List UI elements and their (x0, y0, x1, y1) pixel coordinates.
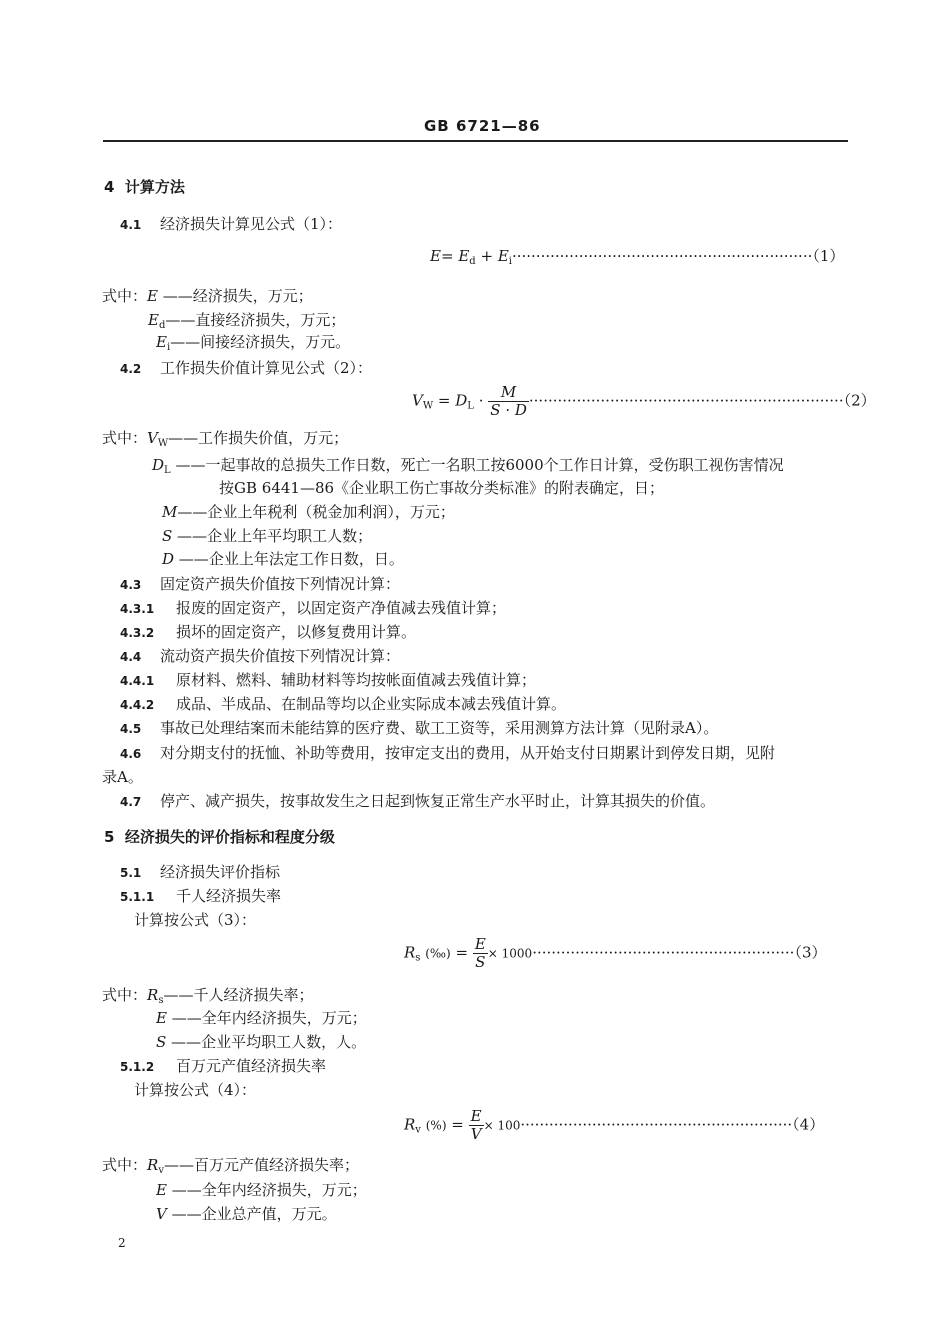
where-2-row-3: M——企业上年税利（税金加利润），万元； (162, 503, 455, 521)
section-5-heading: 5 经济损失的评价指标和程度分级 (104, 828, 335, 846)
calc-formula-3-label: 计算按公式（3）： (134, 911, 257, 929)
clause-4-1: 4.1 经济损失计算见公式（1）： (120, 215, 343, 233)
clause-4-5: 4.5 事故已处理结案而未能结算的医疗费、歇工工资等，采用测算方法计算（见附录A）。 (120, 719, 719, 737)
formula-1: $E= E_d + E_i\cdot\cdot\cdot\cdot\cdot\cdot\cdot\cdot\cdot\cdot\cdot\cdot\cdot\cdot\cdot\cdot\cdot\cdot\cdot\cdot\cdot\cdot\cdot\cdot\cdot\cdot\cdot\cdot\cdot\cdot\cdot\cdot\cdot\cdot\cdot\cdot\cdot\cdot\cdot\cdot\cdot\cdot\cdot\cdot\cdot\cdot\cdot\cdot\cdot\cdot\cdot\cdot\cdot\cdot\cdot\cdot\cdot\cdot\cdot\cdot\cdot\cdot\cdot(1)$ (430, 247, 845, 267)
clause-4-6-continued: 录A。 (102, 768, 143, 786)
fraction-4: $\frac{E}{V}$ (470, 1107, 482, 1143)
clause-4-6: 4.6 对分期支付的抚恤、补助等费用，按审定支出的费用，从开始支付日期累计到停发日期，见附 (120, 744, 776, 762)
page-number: 2 (118, 1236, 126, 1250)
where-4-row-0: 式中：$R_v——$百万元产值经济损失率； (102, 1156, 359, 1176)
formula-2: $V_W = D_L$ · $\frac{M}{S \cdot D}$ ··································································（2） (412, 383, 876, 419)
where-1-row-0: 式中：E ——经济损失，万元； (102, 287, 313, 305)
clause-4-4-1: 4.4.1 原材料、燃料、辅助材料等均按帐面值减去残值计算； (120, 671, 537, 689)
formula-3: $R_s$ (‰) = $\frac{E}{S}$ × 1000·······················································（3） (404, 935, 827, 971)
where-3-row-1: E ——全年内经济损失，万元； (156, 1009, 367, 1027)
clause-4-3-2: 4.3.2 损坏的固定资产，以修复费用计算。 (120, 623, 417, 641)
calc-formula-4-label: 计算按公式（4）： (134, 1081, 257, 1099)
where-2-row-0: 式中：$V_W——$工作损失价值，万元； (102, 429, 349, 449)
where-1-row-2: $E_i——$间接经济损失，万元。 (156, 333, 351, 353)
section-4-heading: 4 计算方法 (104, 178, 185, 196)
where-2-row-5: D ——企业上年法定工作日数，日。 (162, 550, 404, 568)
clause-5-1-1: 5.1.1 千人经济损失率 (120, 887, 282, 905)
where-2-row-1: $D_L$ ——一起事故的总损失工作日数，死亡一名职工按6000个工作日计算，受伤职工视伤害情况 (152, 456, 784, 476)
clause-4-4-2: 4.4.2 成品、半成品、在制品等均以企业实际成本减去残值计算。 (120, 695, 567, 713)
fraction-2: $\frac{M}{S \cdot D}$ (490, 383, 527, 419)
where-3-row-0: 式中：$R_s——$千人经济损失率； (102, 986, 314, 1006)
where-4-row-2: V ——企业总产值，万元。 (156, 1205, 337, 1223)
header-rule (103, 140, 848, 142)
clause-4-7: 4.7 停产、减产损失，按事故发生之日起到恢复正常生产水平时止，计算其损失的价值。 (120, 792, 716, 810)
where-1-row-1: $E_d——$直接经济损失，万元； (148, 311, 346, 331)
where-2-row-2: 按GB 6441—86《企业职工伤亡事故分类标准》的附表确定，日； (219, 479, 665, 497)
clause-4-3-1: 4.3.1 报废的固定资产，以固定资产净值减去残值计算； (120, 599, 507, 617)
where-4-row-1: E ——全年内经济损失，万元； (156, 1181, 367, 1199)
formula-4: $R_v$ (%) = $\frac{E}{V}$ × 100·························································（4） (404, 1107, 825, 1143)
clause-4-4: 4.4 流动资产损失价值按下列情况计算： (120, 647, 401, 665)
standard-code: GB 6721—86 (424, 117, 541, 135)
clause-4-3: 4.3 固定资产损失价值按下列情况计算： (120, 575, 401, 593)
fraction-3: $\frac{E}{S}$ (474, 935, 486, 971)
clause-5-1-2: 5.1.2 百万元产值经济损失率 (120, 1057, 327, 1075)
clause-4-2: 4.2 工作损失价值计算见公式（2）： (120, 359, 373, 377)
where-3-row-2: S ——企业平均职工人数，人。 (156, 1033, 367, 1051)
where-2-row-4: S ——企业上年平均职工人数； (162, 527, 373, 545)
clause-5-1: 5.1 经济损失评价指标 (120, 863, 281, 881)
